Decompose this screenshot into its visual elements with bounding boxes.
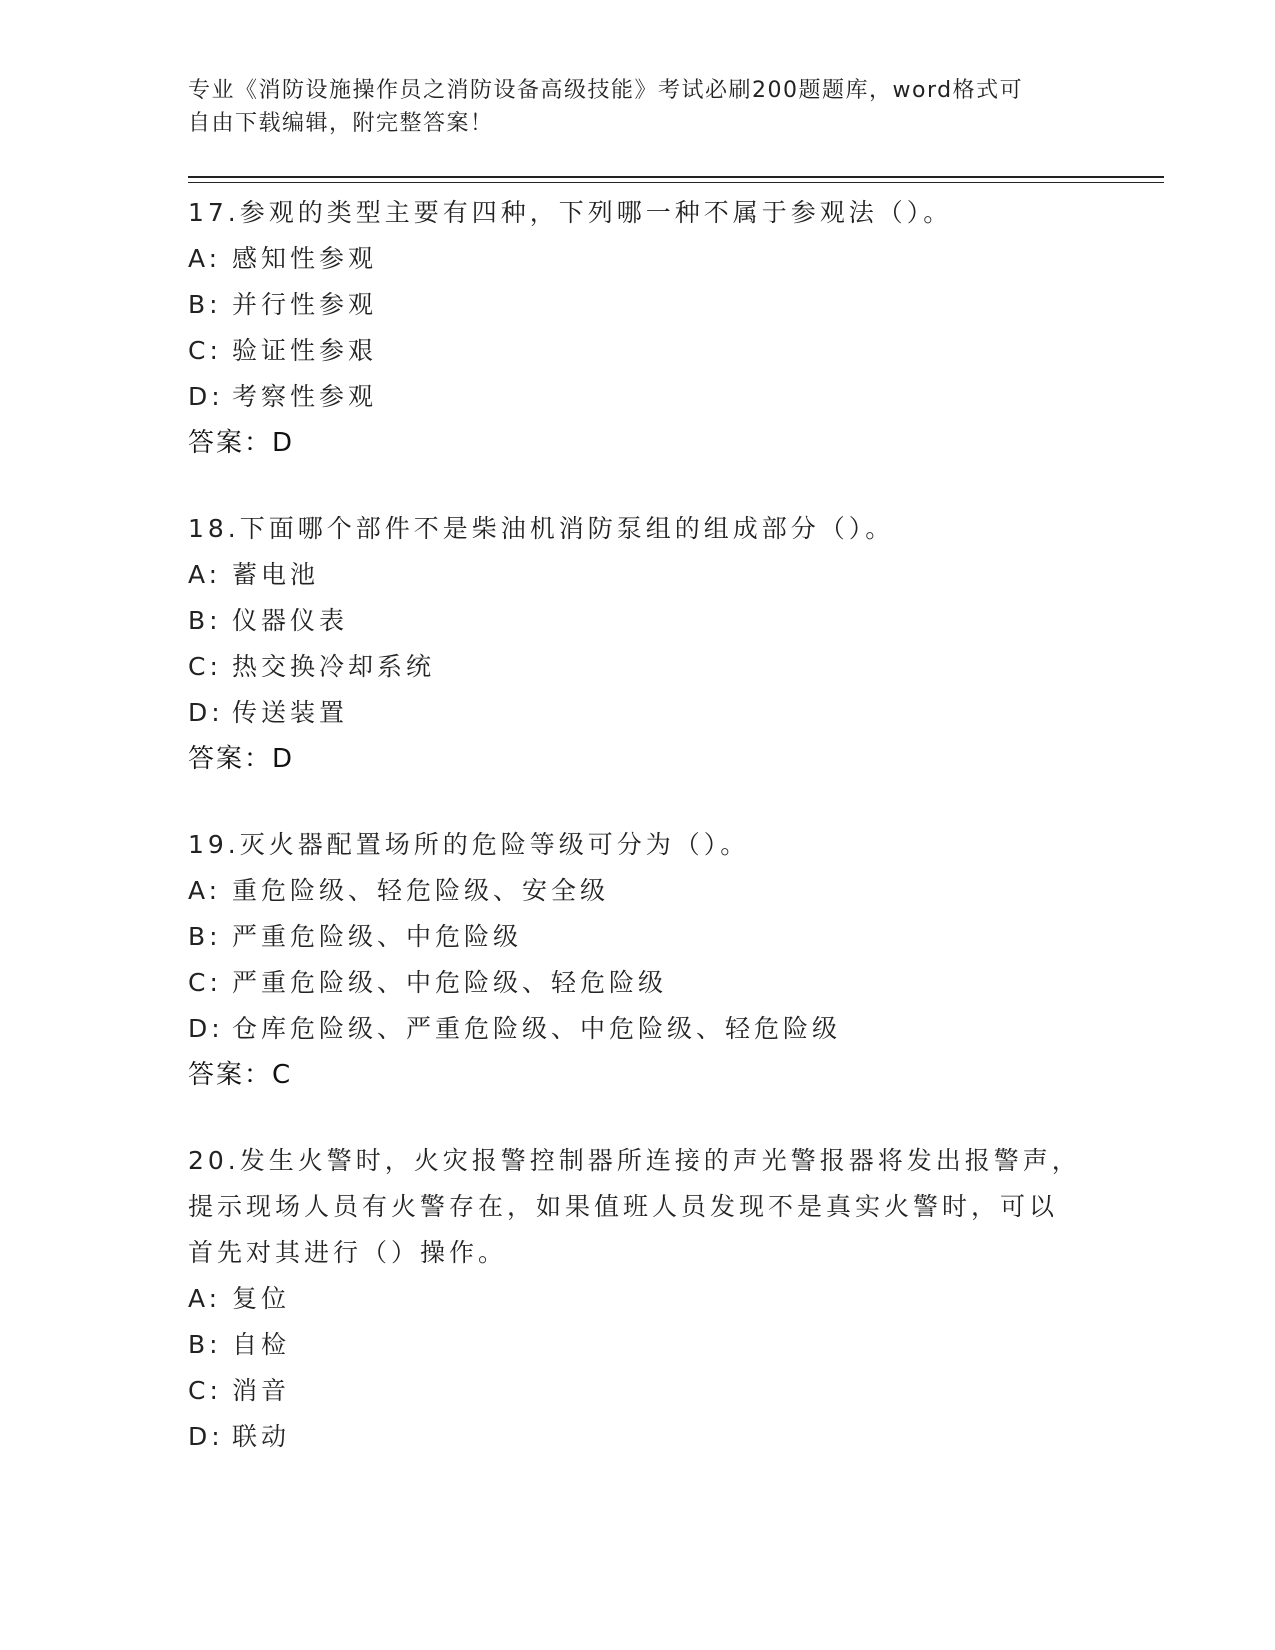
option-b bbox=[188, 598, 1088, 644]
option-b bbox=[188, 1322, 1088, 1368]
option-key: D: bbox=[188, 698, 224, 727]
header-divider-thin bbox=[188, 182, 1164, 183]
option-text: 考察性参观 bbox=[232, 382, 378, 411]
option-b bbox=[188, 914, 1088, 960]
question-18 bbox=[188, 506, 1088, 782]
option-text: 重危险级、轻危险级、安全级 bbox=[232, 876, 610, 905]
question-stem: 18.下面哪个部件不是柴油机消防泵组的组成部分（）。 bbox=[188, 514, 895, 543]
option-b bbox=[188, 282, 1088, 328]
question-19 bbox=[188, 822, 1088, 1098]
spacer bbox=[188, 1098, 1088, 1138]
option-key: B: bbox=[188, 290, 222, 319]
option-text: 热交换冷却系统 bbox=[232, 652, 436, 681]
option-c bbox=[188, 644, 1088, 690]
question-list bbox=[188, 190, 1088, 1460]
option-key: C: bbox=[188, 652, 222, 681]
option-d bbox=[188, 1006, 1088, 1052]
option-key: C: bbox=[188, 1376, 222, 1405]
option-key: A: bbox=[188, 244, 222, 273]
option-key: D: bbox=[188, 1014, 224, 1043]
option-text: 自检 bbox=[232, 1330, 291, 1359]
option-a bbox=[188, 236, 1088, 282]
option-text: 严重危险级、中危险级 bbox=[232, 922, 523, 951]
option-text: 传送装置 bbox=[232, 698, 349, 727]
option-a bbox=[188, 868, 1088, 914]
question-20 bbox=[188, 1138, 1088, 1460]
header-divider-thick bbox=[188, 176, 1164, 178]
question-stem-line: 20.发生火警时，火灾报警控制器所连接的声光警报器将发出报警声， bbox=[188, 1146, 1081, 1175]
answer-line: 答案：D bbox=[188, 428, 295, 458]
option-key: B: bbox=[188, 1330, 222, 1359]
option-text: 严重危险级、中危险级、轻危险级 bbox=[232, 968, 668, 997]
option-text: 感知性参观 bbox=[232, 244, 378, 273]
option-key: C: bbox=[188, 968, 222, 997]
answer-line: 答案：C bbox=[188, 1060, 293, 1090]
option-d bbox=[188, 690, 1088, 736]
option-text: 验证性参艰 bbox=[232, 336, 378, 365]
option-text: 消音 bbox=[232, 1376, 291, 1405]
option-c bbox=[188, 960, 1088, 1006]
option-text: 并行性参观 bbox=[232, 290, 378, 319]
question-stem-line: 提示现场人员有火警存在，如果值班人员发现不是真实火警时，可以 bbox=[188, 1192, 1059, 1221]
question-stem-line: 首先对其进行（）操作。 bbox=[188, 1238, 508, 1267]
option-text: 蓄电池 bbox=[232, 560, 320, 589]
question-17 bbox=[188, 190, 1088, 466]
question-stem: 17.参观的类型主要有四种，下列哪一种不属于参观法（）。 bbox=[188, 198, 953, 227]
document-header bbox=[188, 74, 1068, 140]
option-text: 复位 bbox=[232, 1284, 291, 1313]
option-key: B: bbox=[188, 922, 222, 951]
option-key: A: bbox=[188, 876, 222, 905]
option-c bbox=[188, 1368, 1088, 1414]
option-text: 仪器仪表 bbox=[232, 606, 349, 635]
option-key: A: bbox=[188, 1284, 222, 1313]
option-key: B: bbox=[188, 606, 222, 635]
option-key: C: bbox=[188, 336, 222, 365]
option-key: D: bbox=[188, 382, 224, 411]
question-stem: 19.灭火器配置场所的危险等级可分为（）。 bbox=[188, 830, 750, 859]
option-text: 仓库危险级、严重危险级、中危险级、轻危险级 bbox=[232, 1014, 842, 1043]
spacer bbox=[188, 466, 1088, 506]
header-line-1: 专业《消防设施操作员之消防设备高级技能》考试必刷200题题库，word格式可 bbox=[188, 78, 1024, 103]
option-key: A: bbox=[188, 560, 222, 589]
option-d bbox=[188, 1414, 1088, 1460]
answer-line: 答案：D bbox=[188, 744, 295, 774]
spacer bbox=[188, 782, 1088, 822]
option-a bbox=[188, 552, 1088, 598]
header-line-2: 自由下载编辑，附完整答案！ bbox=[188, 111, 494, 136]
option-a bbox=[188, 1276, 1088, 1322]
option-d bbox=[188, 374, 1088, 420]
option-key: D: bbox=[188, 1422, 224, 1451]
option-c bbox=[188, 328, 1088, 374]
option-text: 联动 bbox=[232, 1422, 291, 1451]
